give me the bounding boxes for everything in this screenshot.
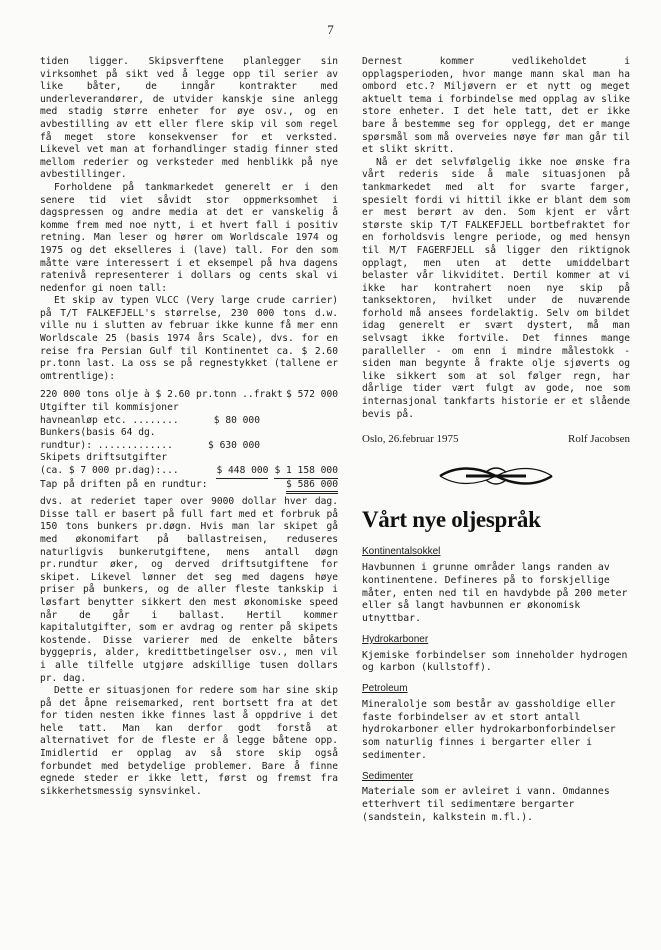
left-paragraph-4: dvs. at rederiet taper over 9000 dollar hver dag. Disse tall er basert på full fart med et forbruk på 150 tons bunkers pr.døgn. Hvis man lar skipet gå med økonomifart på ballastreisen, reduseres naturligvis bunkerutgiftene, mens antall døgn pr.rundtur øker, og derved driftsutgiftene for skipet. Likevel lønner det seg med dagens høye priser på bunkers, og de aller fleste tankskip i løsfart benytter sikkert den mest økonomiske speed når de går i ballast. Hertil kommer kapitalutgifter, som er avdrag og renter på skipets kostende. Disse varierer med de enkelte båters byggepris, alder, kredittbetingelser osv., men vil i alle tilfelle utgjøre adskillige tusen dollars pr. dag. xyxy=(40,496,338,684)
ledger-row-operating xyxy=(40,465,338,479)
ledger-row-freight xyxy=(40,389,338,402)
ledger-label: 220 000 tons olje à $ 2.60 pr.tonn ..frakt xyxy=(40,389,283,401)
glossary-entry xyxy=(362,763,630,825)
glossary-term: Hydrokarboner xyxy=(362,633,429,645)
glossary-term: Kontinentalsokkel xyxy=(362,546,441,558)
ledger-row-commission-title: Utgifter til kommisjoner xyxy=(40,402,179,414)
ledger-label: Tap på driften på en rundtur: xyxy=(40,478,208,490)
ledger-row-bunkers-title: Bunkers(basis 64 dg. xyxy=(40,427,156,439)
glossary-entry xyxy=(362,675,630,763)
ledger-loss-value: $ 586 000 xyxy=(286,479,338,495)
signature-name: Rolf Jacobsen xyxy=(567,433,630,446)
right-paragraph-2: Nå er det selvfølgelig ikke noe ønske fra vårt rederis side å male situasjonen på tankmarkedet med alt for svarte farger, spesielt fordi vi hittil ikke er blant dem som er mest berørt av den. Som kjent er vårt største skip T/T FALKEFJELL bortbefraktet for en forholdsvis lengre periode, og med hensyn til M/T FAGERFJELL så ligger den riktignok opplagt, men uten at dette umiddelbart belaster vår likviditet. Dertil kommer at vi ikke har kontrahert noen nye skip på tanksektoren, hvilket under de nuværende forhold må ansees fordelaktig. Selv om bildet idag generelt er svært dystert, må man selvsagt ikke fortvile. Det finnes mange paralleller - om enn i mindre målestokk - siden man begynte å frakte olje sjøverts og like sikkert som at sol følger regn, har dårlige tider vært fulgt av gode, noe som internasjonal tankfarts historie er et slående bevis på. xyxy=(362,156,630,420)
glossary-definition: Kjemiske forbindelser som inneholder hydrogen og karbon (kullstoff). xyxy=(362,649,628,674)
glossary-entry xyxy=(362,626,630,675)
ledger-total: $ 1 158 000 xyxy=(274,465,338,479)
ornament-divider-icon xyxy=(436,464,556,488)
section-heading: Vårt nye oljespråk xyxy=(362,506,541,532)
left-paragraph-5: Dette er situasjonen for redere som har sine skip på det åpne reisemarked, rent bortsett fra at det for tiden nesten ikke finnes last å oppdrive i det hele tatt. Man kan derfor godt forstå at alternativet for de fleste er å legge båtene opp. Imidlertid er opplag av så store skip også forbundet med betydelige problemer. Bare å finne egnede steder er ikke lett, først og fremst fra sikkerhetsmessig synsvinkel. xyxy=(40,685,338,797)
cost-calculation xyxy=(40,389,338,494)
right-column xyxy=(362,56,630,825)
glossary-definition: Havbunnen i grunne områder langs randen av kontinentene. Defineres på to forskjellige måter, enten ned til en havdybde på 200 meter eller så langt havbunnen er økonomisk utnyttbar. xyxy=(362,562,628,625)
ledger-label: rundtur): ............. xyxy=(40,439,173,451)
right-paragraph-1: Dernest kommer vedlikeholdet i opplagsperioden, hvor mange mann skal man ha ombord etc.? Miljøvern er et nytt og meget aktuelt tema i forbindelse med opplag av slike store enheter. I det hele tatt, det er ikke bare å bestemme seg for opplegg, det er mange spørsmål som må overveies nøye før man går til et slikt skritt. xyxy=(362,56,630,156)
signature-place-date: Oslo, 26.februar 1975 xyxy=(362,433,459,446)
ledger-value: $ 630 000 xyxy=(208,439,260,451)
page-number: 7 xyxy=(327,22,334,37)
ledger-label: havneanløp etc. ........ xyxy=(40,414,179,426)
glossary-definition: Mineralolje som består av gassholdige eller faste forbindelser av et stort antall hydrokarboner eller hydrokarbonforbindelser som naturlig finnes i bergarter eller i sedimenter. xyxy=(362,698,616,761)
ledger-value: $ 572 000 xyxy=(286,389,338,401)
glossary-definition: Materiale som er avleiret i vann. Omdannes etterhvert til sedimentære bergarter (sandstein, kalkstein m.fl.). xyxy=(362,786,610,823)
ledger-row-bunkers xyxy=(40,440,260,453)
ledger-label: (ca. $ 7 000 pr.dag):... xyxy=(40,465,179,476)
ledger-row-commission xyxy=(40,415,260,428)
ledger-value: $ 448 000 xyxy=(216,465,268,479)
ledger-row-operating-title: Skipets driftsutgifter xyxy=(40,452,168,464)
ledger-value: $ 80 000 xyxy=(213,414,260,426)
left-paragraph-3: Et skip av typen VLCC (Very large crude carrier) på T/T FALKEFJELL's størrelse, 230 000 tons d.w. ville nu i slutten av februar ikke kunne få mer enn Worldscale 25 (basis 1974 års Scale), dvs. for en reise fra Persian Gulf til Kontinentet ca. $ 2.60 pr.tonn last. La oss se på regnestykket (tallene er omtrentlige): xyxy=(40,295,338,382)
glossary-term: Sedimenter xyxy=(362,770,414,782)
signature-line xyxy=(362,433,630,446)
left-paragraph-1: tiden ligger. Skipsverftene planlegger sin virksomhet på sikt ved å legge opp til serier av like båter, de inngår kontrakter med underleverandører, de utvider kanskje sine anlegg med stadig større enheter for øye osv., og en avbestilling av ett eller flere skip vil som regel få meget store konsekvenser for et verksted. Likevel vet man at forhandlinger stadig finner sted mellom rederier og verksteder med henblikk på nye avbestillinger. xyxy=(40,56,338,181)
glossary-entry xyxy=(362,538,630,626)
glossary xyxy=(362,538,630,824)
left-column xyxy=(40,56,338,798)
left-paragraph-2: Forholdene på tankmarkedet generelt er i den senere tid viet såvidt stor oppmerksomhet i dagspressen og andre media at det er vanskelig å komme frem med noe nytt, i et hvert fall i positiv retning. Man leser og hører om Worldscale 1974 og 1975 og det ekselleres i (lave) tall. For den som måtte være interessert i et eksempel på hva dagens ratenivå representerer i dollars og cents skal vi nedenfor gi noen tall: xyxy=(40,181,338,294)
ledger-row-loss xyxy=(40,479,338,495)
glossary-term: Petroleum xyxy=(362,683,408,695)
